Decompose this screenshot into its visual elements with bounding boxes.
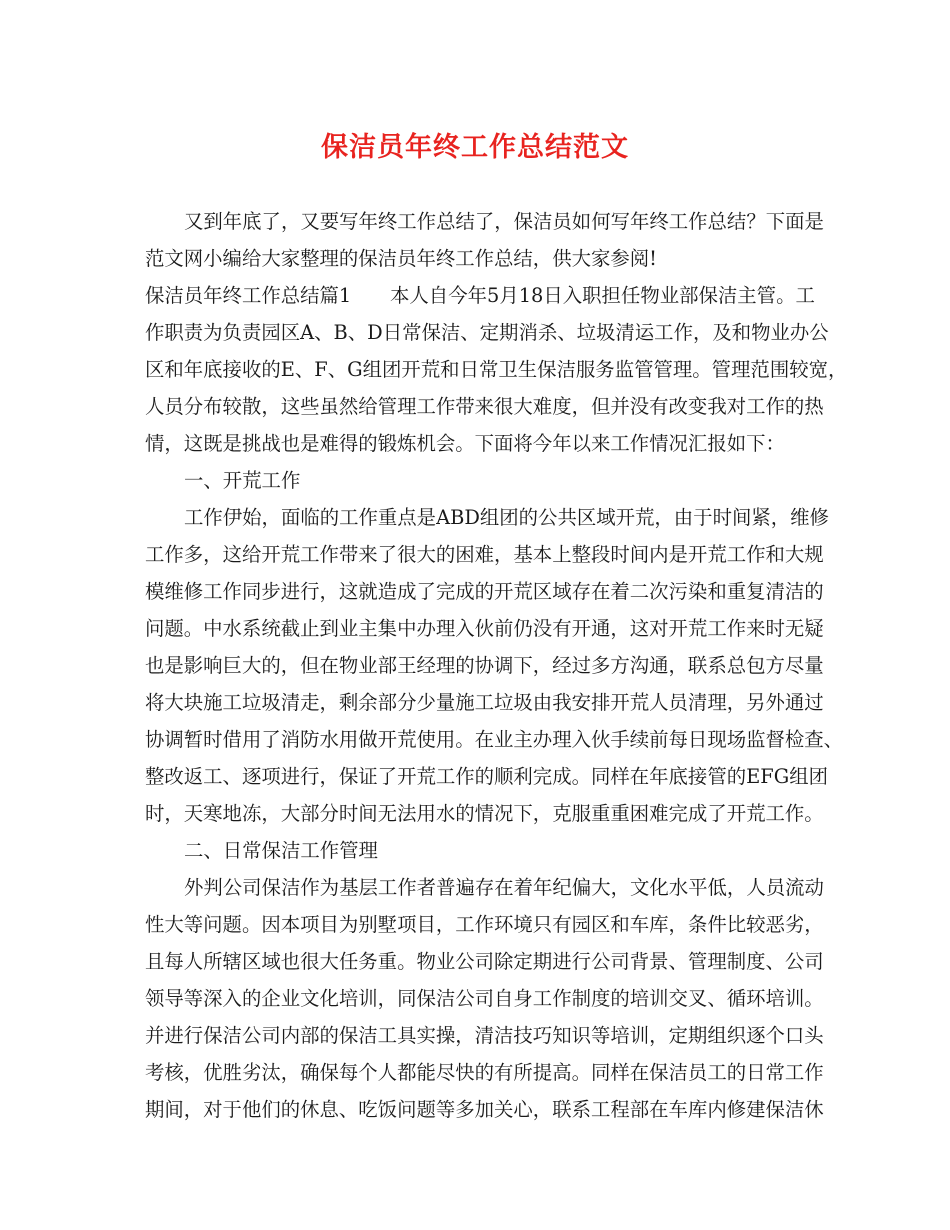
paragraph-line: 工作伊始，面临的工作重点是ABD组团的公共区域开荒，由于时间紧，维修 (184, 506, 829, 529)
document-title: 保洁员年终工作总结范文 (321, 132, 629, 163)
paragraph-line: 整改返工、逐项进行，保证了开荒工作的顺利完成。同样在年底接管的EFG组团 (145, 765, 828, 788)
paragraph-line: 将大块施工垃圾清走，剩余部分少量施工垃圾由我安排开荒人员清理，另外通过 (145, 691, 824, 714)
paragraph-line: 并进行保洁公司内部的保洁工具实操，清洁技巧知识等培训，定期组织逐个口头 (145, 1024, 824, 1047)
paragraph-line: 范文网小编给大家整理的保洁员年终工作总结，供大家参阅! (145, 247, 657, 270)
paragraph-line: 也是影响巨大的，但在物业部王经理的协调下，经过多方沟通，联系总包方尽量 (145, 654, 824, 677)
paragraph-line: 且每人所辖区域也很大任务重。物业公司除定期进行公司背景、管理制度、公司 (145, 950, 824, 973)
document-body (145, 203, 848, 1128)
paragraph-line: 作职责为负责园区A、B、D日常保洁、定期消杀、垃圾清运工作，及和物业办公 (145, 321, 829, 344)
paragraph-line: 外判公司保洁作为基层工作者普遍存在着年纪偏大，文化水平低，人员流动 (184, 876, 824, 899)
paragraph-line: 性大等问题。因本项目为别墅项目，工作环境只有园区和车库，条件比较恶劣， (145, 913, 824, 936)
paragraph-line: 协调暂时借用了消防水用做开荒使用。在业主办理入伙手续前每日现场监督检查、 (145, 728, 844, 751)
paragraph-line: 领导等深入的企业文化培训，同保洁公司自身工作制度的培训交叉、循环培训。 (145, 987, 824, 1010)
paragraph-line: 区和年底接收的E、F、G组团开荒和日常卫生保洁服务监管管理。管理范围较宽， (145, 358, 848, 381)
paragraph-line: 考核，优胜劣汰，确保每个人都能尽快的有所提高。同样在保洁员工的日常工作 (145, 1061, 824, 1084)
paragraph-line: 又到年底了，又要写年终工作总结了，保洁员如何写年终工作总结？下面是 (184, 210, 824, 233)
paragraph-line: 人员分布较散，这些虽然给管理工作带来很大难度，但并没有改变我对工作的热 (145, 395, 824, 418)
paragraph-line: 工作多，这给开荒工作带来了很大的困难，基本上整段时间内是开荒工作和大规 (145, 543, 824, 566)
paragraph-line: 问题。中水系统截止到业主集中办理入伙前仍没有开通，这对开荒工作来时无疑 (145, 617, 824, 640)
section-heading: 一、开荒工作 (184, 469, 301, 492)
paragraph-line: 情，这既是挑战也是难得的锻炼机会。下面将今年以来工作情况汇报如下： (145, 432, 785, 455)
paragraph-line: 模维修工作同步进行，这就造成了完成的开荒区域存在着二次污染和重复清洁的 (145, 580, 824, 603)
paragraph-line: 时，天寒地冻，大部分时间无法用水的情况下，克服重重困难完成了开荒工作。 (145, 802, 824, 825)
paragraph-line: 期间，对于他们的休息、吃饭问题等多加关心，联系工程部在车库内修建保洁休 (145, 1098, 824, 1121)
paragraph-line: 保洁员年终工作总结篇1 本人自今年5月18日入职担任物业部保洁主管。工 (145, 284, 815, 307)
section-heading: 二、日常保洁工作管理 (184, 839, 378, 862)
